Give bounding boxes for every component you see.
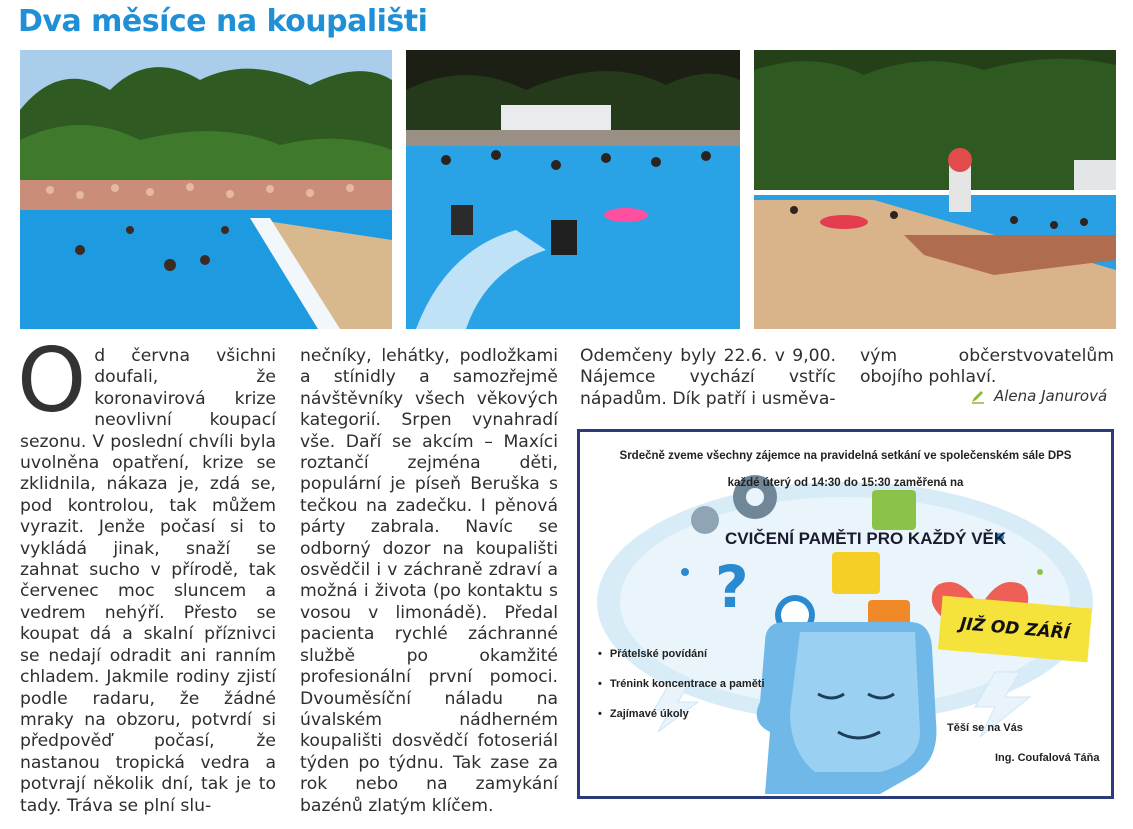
memory-training-poster	[577, 429, 1114, 799]
article-column-4	[860, 346, 1114, 389]
svg-text:?: ?	[715, 553, 749, 621]
poster-schedule: každé úterý od 14:30 do 15:30 zaměřená na	[727, 477, 964, 489]
poster-bullet: • Trénink koncentrace a paměti	[598, 678, 765, 690]
author-name: Alena Janurová	[994, 387, 1108, 405]
article-column-1	[17, 329, 276, 817]
poster-badge: JIŽ OD ZÁŘÍ	[938, 596, 1092, 663]
author-credit	[970, 387, 1107, 405]
pen-icon	[970, 388, 986, 404]
article-column-3	[580, 346, 836, 410]
poster-greeting: Těší se na Vás	[947, 722, 1023, 734]
poster-signature: Ing. Coufalová Táňa	[995, 752, 1100, 764]
photo-pool-slide	[406, 50, 740, 329]
photo-pool-crowd	[20, 50, 392, 329]
photo-pool-deck	[754, 50, 1116, 329]
poster-title: CVIČENÍ PAMĚTI PRO KAŽDÝ VĚK	[725, 529, 1007, 548]
poster-bullet: • Přátelské povídání	[598, 648, 765, 660]
article-text-4: vým občerstvovatelům obojího pohlaví.	[860, 346, 1114, 388]
poster-bullet: • Zajímavé úkoly	[598, 708, 765, 720]
article-column-2	[300, 346, 558, 817]
article-text-1: d června všichni doufali, že koronavirová krize neovlivní koupací sezonu. V poslední chvíli byla uvolněna opatření, krize se zklidnila, nákaza je, zdá se, pod kontrolou, tak můžem vyrazit. Jenže počasí si to vykládá jinak, snaží se zahnat sucho v přírodě, tak červenec moc sluncem a vedrem nehýří. Přesto se koupat dá a skalní příznivci se nedají odradit ani ranním chladem. Jakmile rodiny zjistí podle radaru, že žádné mraky na obzoru, potvrdí si předpověď počasí, že nastanou tropická vedra a potvrají několik dní, tak je to tady. Tráva se plní slu-	[20, 346, 276, 816]
article-text-2: nečníky, lehátky, podložkami a stínidly a samozřejmě návštěvníky všech věkových kategorií. Srpen vynahradí vše. Daří se akcím – Maxíci roztančí zejména děti, populární je píseň Beruška s tečkou na zadečku. I pěnová párty zabrala. Navíc se odborný dozor na koupališti osvědčil i v záchraně zdraví a možná i života (po kontaktu s vosou v limonádě). Předal pacienta rychlé záchranné službě po okamžité profesionální první pomoci. Dvouměsíční náladu na úvalském nádherném koupališti dosvědčí fotoseriál týden po týdnu. Tak zase za rok nebo na zamykání bazénů zlatým klíčem.	[300, 346, 558, 816]
article-headline: Dva měsíce na koupališti	[18, 4, 428, 39]
article-text-3: Odemčeny byly 22.6. v 9,00. Nájemce vychází vstříc nápadům. Dík patří i usměva-	[580, 346, 836, 409]
poster-invitation: Srdečně zveme všechny zájemce na pravidelná setkání ve společenském sále DPS	[619, 450, 1072, 462]
poster-bullet-list	[598, 648, 765, 738]
drop-cap: O	[17, 329, 87, 432]
